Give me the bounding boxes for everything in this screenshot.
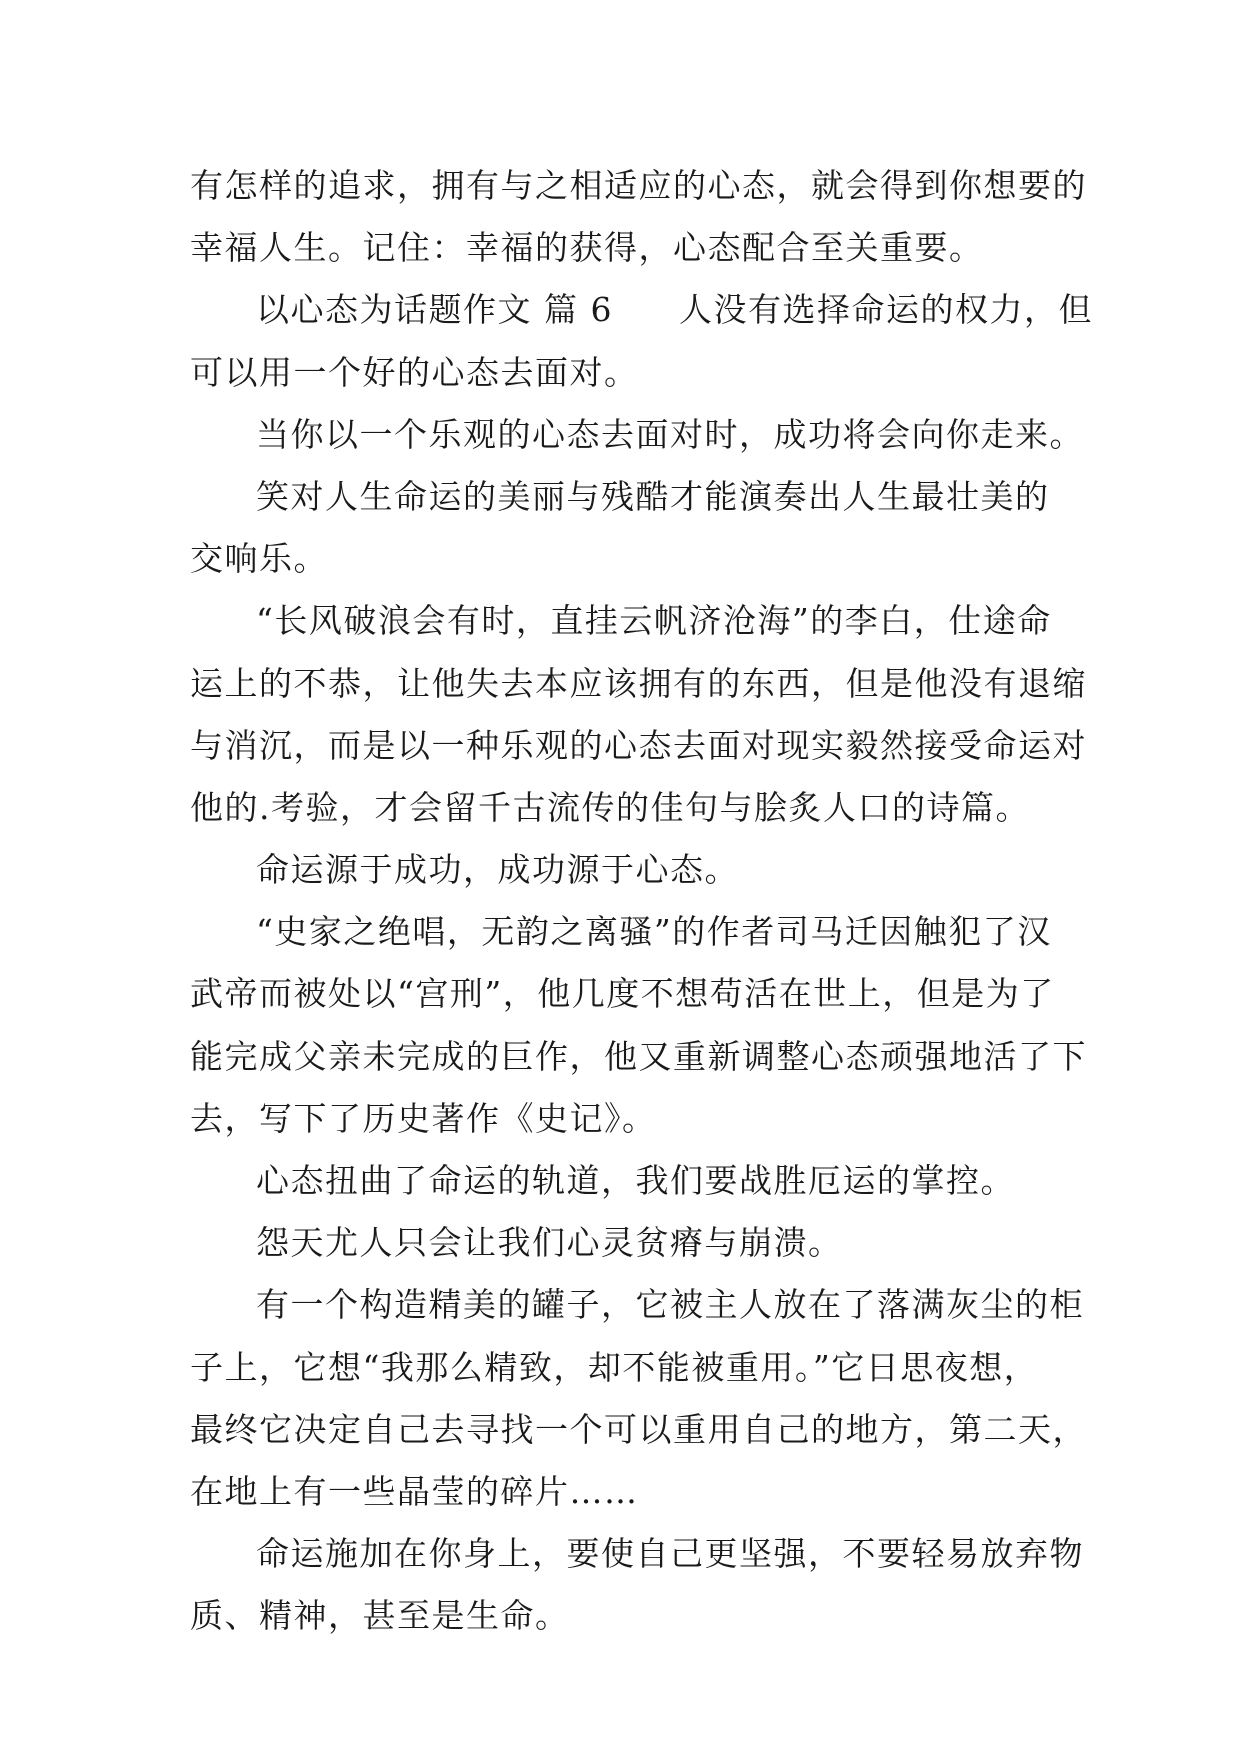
text-line: “史家之绝唱，无韵之离骚”的作者司马迁因触犯了汉 [256, 912, 1052, 952]
text-line: 质、精神，甚至是生命。 [190, 1596, 570, 1636]
text-line: 在地上有一些晶莹的碎片…… [190, 1471, 639, 1511]
text-line: 怨天尤人只会让我们心灵贫瘠与崩溃。 [256, 1223, 843, 1263]
text-line: 运上的不恭，让他失去本应该拥有的东西，但是他没有退缩 [190, 663, 1087, 703]
body-text [190, 155, 1093, 1648]
text-line: 幸福人生。记住：幸福的获得，心态配合至关重要。 [190, 228, 984, 268]
text-line: 去，写下了历史著作《史记》。 [190, 1098, 657, 1138]
text-line: 最终它决定自己去寻找一个可以重用自己的地方，第二天， [190, 1409, 1087, 1449]
text-line: 心态扭曲了命运的轨道，我们要战胜厄运的掌控。 [256, 1161, 1015, 1200]
text-line: 能完成父亲未完成的巨作，他又重新调整心态顽强地活了下 [190, 1036, 1087, 1076]
text-line: 命运施加在你身上，要使自己更坚强，不要轻易放弃物 [256, 1534, 1084, 1574]
text-line: 武帝而被处以“宫刑”，他几度不想苟活在世上，但是为了 [190, 974, 1055, 1014]
section-title-line [190, 279, 1093, 341]
text-line: 他的.考验，才会留千古流传的佳句与脍炙人口的诗篇。 [190, 787, 1030, 827]
text-line: “长风破浪会有时，直挂云帆济沧海”的李白，仕途命 [256, 601, 1052, 641]
text-line: 人没有选择命运的权力，但 [678, 290, 1093, 330]
text-line: 子上，它想“我那么精致，却不能被重用。”它日思夜想， [190, 1347, 1039, 1387]
section-title: 以心态为话题作文 篇 6 [256, 290, 613, 330]
text-line: 与消沉，而是以一种乐观的心态去面对现实毅然接受命运对 [190, 725, 1087, 765]
text-line: 当你以一个乐观的心态去面对时，成功将会向你走来。 [256, 414, 1084, 454]
text-line: 有一个构造精美的罐子，它被主人放在了落满灰尘的柜 [256, 1285, 1084, 1325]
text-line: 有怎样的追求，拥有与之相适应的心态，就会得到你想要的 [190, 166, 1087, 205]
text-line: 交响乐。 [190, 539, 328, 579]
text-line: 可以用一个好的心态去面对。 [190, 352, 639, 392]
text-line: 命运源于成功，成功源于心态。 [256, 850, 739, 890]
text-line: 笑对人生命运的美丽与残酷才能演奏出人生最壮美的 [256, 476, 1050, 516]
